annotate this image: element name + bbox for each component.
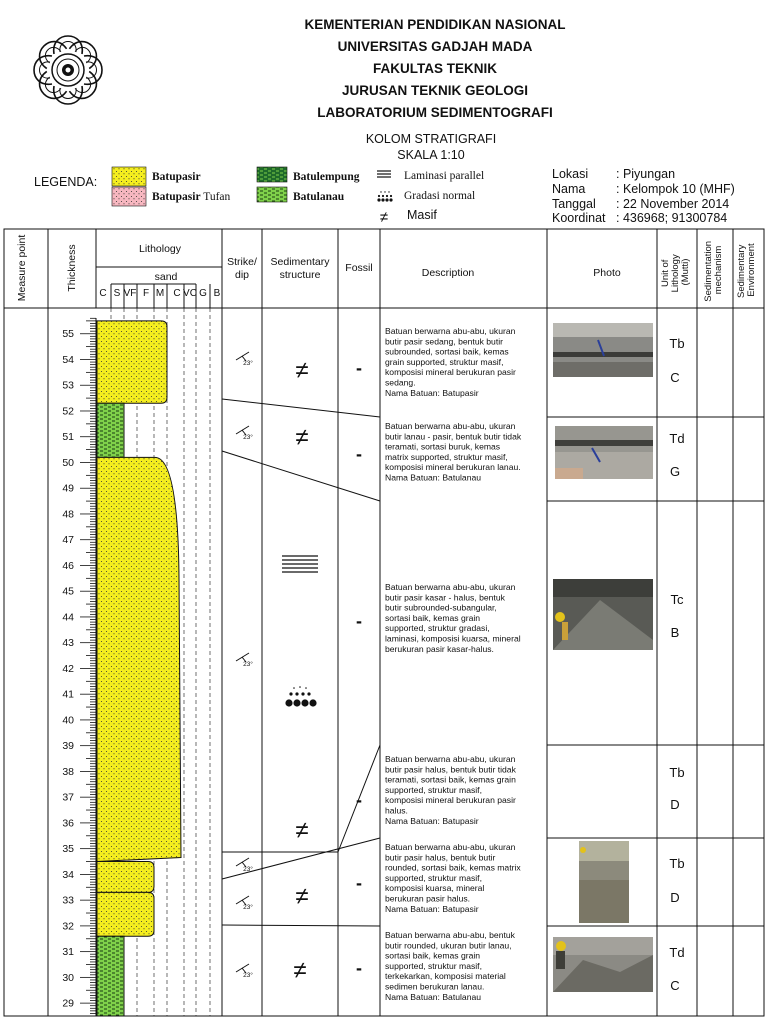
unit-code: B [670, 625, 680, 640]
rock-description: Batuan berwarna abu-abu, bentuk butir rounded, ukuran butir lanau, sortasi baik, kemas grain supported, struktur masif, terkekarkan, komposisi material sedimen berukuran lanau. Nama Batuan: Batulanau [385, 930, 515, 1002]
rock-description: Batuan berwarna abu-abu, ukuran butir pasir sedang, bentuk butir subrounded, sortasi baik, kemas grain supported, struktur masif, komposisi mineral berukuran pasir sedang. Nama Batuan: Batupasir [385, 326, 516, 398]
scale-label: 55 [62, 328, 74, 341]
grain-size-label: VF [123, 288, 137, 299]
massive-icon: ≠ [379, 209, 389, 226]
svg-text:23°: 23° [243, 904, 253, 911]
lithology-bed [97, 457, 181, 861]
col-photo: Photo [593, 267, 621, 279]
svg-text:23°: 23° [243, 360, 253, 367]
fossil-value: - [356, 358, 362, 378]
descriptions [385, 326, 522, 1002]
header-line-2: UNIVERSITAS GADJAH MADA [337, 39, 533, 54]
outcrop-photo [555, 426, 653, 479]
strike-dip-symbols [236, 352, 253, 979]
lithology-bed [97, 936, 124, 1016]
strike-dip-symbol [236, 352, 253, 367]
sedimentary-structures [282, 357, 318, 984]
lamination-structure-icon [282, 556, 318, 572]
header [304, 17, 565, 162]
fossil-column [356, 358, 362, 978]
unit-code: Td [669, 945, 685, 960]
lamination-icon [377, 171, 391, 177]
scale-label: 51 [62, 431, 74, 444]
unit-code: Tc [670, 592, 684, 607]
col-sed-structure-1: Sedimentary [270, 256, 330, 268]
massive-structure-icon: ≠ [295, 817, 309, 844]
legend-label-batulempung: Batulempung [293, 171, 360, 183]
grain-size-label: F [142, 288, 150, 299]
rock-description: Batuan berwarna abu-abu, ukuran butir pasir halus, bentuk butir tidak teramati, sortasi baik, kemas grain supported, struktur masif, komposisi mineral berukuran pasir halus. Nama Batuan: Batupasir [385, 754, 516, 826]
scale-label: 32 [62, 920, 74, 933]
unit-code: D [670, 890, 680, 905]
info-value-koordinat: : 436968; 91300784 [616, 211, 728, 225]
legend [34, 167, 484, 226]
massive-structure-icon: ≠ [295, 883, 309, 910]
info-value-tanggal: : 22 November 2014 [616, 197, 730, 211]
scale-label: 35 [62, 843, 74, 856]
legend-swatch-batupasir-tufan [112, 187, 146, 206]
unit-code: D [670, 797, 680, 812]
scale-label: 44 [62, 611, 74, 624]
legend-swatch-batulanau [257, 187, 287, 202]
grain-size-label: C [173, 288, 181, 299]
col-sand: sand [154, 271, 178, 283]
grain-size-label: S [113, 288, 121, 299]
fossil-value: - [356, 444, 362, 464]
info-label-lokasi: Lokasi [552, 167, 589, 181]
fossil-value: - [356, 958, 362, 978]
info-value-nama: : Kelompok 10 (MHF) [616, 182, 735, 196]
scale-label: 40 [62, 714, 74, 727]
strike-dip-symbol [236, 858, 253, 873]
legend-swatch-batulempung [257, 167, 287, 182]
scale-label: 46 [62, 559, 74, 572]
fossil-value: - [356, 873, 362, 893]
lithology-bed [97, 892, 154, 936]
info-label-tanggal: Tanggal [552, 197, 596, 211]
grain-size-label: M [155, 288, 165, 299]
svg-text:23°: 23° [243, 866, 253, 873]
scale-label: 34 [62, 868, 74, 881]
col-sed-structure-2: structure [279, 269, 321, 281]
unit-code: Td [669, 431, 685, 446]
lithology-bed [97, 403, 124, 457]
legend-label-batupasir-tufan: Batupasir Tufan [152, 191, 231, 203]
col-unit-of-lithology: Unit of Lithology (Mutti) [660, 254, 691, 293]
scale-label: 53 [62, 379, 74, 392]
strike-dip-symbol [236, 896, 253, 911]
scale-label: 50 [62, 456, 74, 469]
scale-label: 48 [62, 508, 74, 521]
unit-code: C [670, 978, 680, 993]
info-label-nama: Nama [552, 182, 586, 196]
rock-description: Batuan berwarna abu-abu, ukuran butir lanau - pasir, bentuk butir tidak teramati, sortasi buruk, kemas matrix supported, struktur masif, komposisi mineral berukuran lanau. Nama Batuan: Batulanau [385, 421, 522, 483]
strike-dip-symbol [236, 964, 253, 979]
col-lithology: Lithology [138, 243, 182, 255]
outcrop-photo [553, 579, 653, 650]
lithology-bed [97, 321, 167, 403]
outcrop-photo [553, 937, 653, 992]
fossil-value: - [356, 611, 362, 631]
unit-code: G [669, 464, 681, 479]
scale-label: 36 [62, 817, 74, 830]
col-description: Description [421, 267, 475, 279]
unit-code: Tb [669, 336, 685, 351]
unit-code: Tb [669, 765, 685, 780]
stratigraphy-table [4, 229, 764, 1016]
graded-bedding-icon [377, 191, 392, 201]
unit-of-lithology [669, 336, 684, 993]
info-label-koordinat: Koordinat [552, 211, 606, 225]
scale-label: 49 [62, 482, 74, 495]
col-measure-point: Measure point [16, 234, 28, 302]
col-thickness: Thickness [66, 244, 78, 292]
strike-dip-symbol [236, 653, 253, 668]
massive-structure-icon: ≠ [293, 957, 307, 984]
scale-label: 31 [62, 946, 74, 959]
rock-description: Batuan berwarna abu-abu, ukuran butir pasir kasar - halus, bentuk butir subrounded-subangular, sortasi baik, kemas grain supported, struktur gradasi, laminasi, komposisi kuarsa, mineral berukuran pasir kasar-halus. [385, 582, 521, 654]
col-strike-dip-2: dip [234, 269, 250, 281]
scale-label: 47 [62, 534, 74, 547]
sheet-scale: SKALA 1:10 [397, 148, 465, 162]
legend-label-laminasi: Laminasi parallel [404, 170, 485, 182]
university-logo [34, 36, 102, 104]
col-fossil: Fossil [345, 262, 373, 274]
legend-swatch-batupasir [112, 167, 146, 186]
svg-text:23°: 23° [243, 661, 253, 668]
info-value-lokasi: : Piyungan [616, 167, 676, 181]
scale-label: 38 [62, 765, 74, 778]
photos [553, 323, 653, 992]
thickness-scale [62, 318, 96, 1016]
lithology-bed [97, 862, 154, 893]
unit-code: C [670, 370, 680, 385]
scale-label: 54 [62, 353, 74, 366]
legend-label-masif: Masif [407, 208, 437, 222]
scale-label: 45 [62, 585, 74, 598]
strike-dip-symbol [236, 426, 253, 441]
legend-label-batulanau: Batulanau [293, 191, 345, 203]
col-sedimentation-mechanism: Sedimentation mechanism [703, 240, 724, 302]
scale-label: 29 [62, 997, 74, 1010]
header-line-5: LABORATORIUM SEDIMENTOGRAFI [317, 105, 553, 120]
col-strike-dip-1: Strike/ [227, 256, 257, 268]
sheet-subtitle: KOLOM STRATIGRAFI [365, 132, 497, 146]
col-sedimentary-environment: Sedimentary Environment [736, 243, 757, 298]
graded-structure-icon [285, 686, 316, 706]
outcrop-photo [553, 323, 653, 377]
lithology-column [97, 321, 181, 1016]
scale-label: 41 [62, 688, 74, 701]
fossil-value: - [356, 790, 362, 810]
scale-label: 30 [62, 971, 74, 984]
scale-label: 37 [62, 791, 74, 804]
scale-label: 39 [62, 740, 74, 753]
grain-size-label: C [99, 288, 107, 299]
header-line-3: FAKULTAS TEKNIK [373, 61, 497, 76]
field-info [552, 167, 735, 225]
grain-size-label: B [213, 288, 221, 299]
unit-code: Tb [669, 856, 685, 871]
scale-label: 52 [62, 405, 74, 418]
header-line-4: JURUSAN TEKNIK GEOLOGI [341, 83, 529, 98]
rock-description: Batuan berwarna abu-abu, ukuran butir pasir halus, bentuk butir rounded, sortasi baik, kemas matrix supported, struktur masif, komposisi kuarsa, mineral berukuran pasir halus. Nama Batuan: Batupasir [385, 842, 521, 914]
legend-label-gradasi: Gradasi normal [404, 190, 476, 202]
legend-title: LEGENDA: [34, 175, 98, 189]
scale-label: 33 [62, 894, 74, 907]
massive-structure-icon: ≠ [295, 424, 309, 451]
outcrop-photo [579, 841, 629, 923]
svg-text:23°: 23° [243, 434, 253, 441]
svg-text:23°: 23° [243, 972, 253, 979]
grain-size-label: G [199, 288, 207, 299]
scale-label: 43 [62, 637, 74, 650]
header-line-1: KEMENTERIAN PENDIDIKAN NASIONAL [304, 17, 566, 32]
massive-structure-icon: ≠ [295, 357, 309, 384]
grain-size-label: VC [183, 288, 197, 299]
legend-label-batupasir: Batupasir [152, 171, 201, 183]
scale-label: 42 [62, 662, 74, 675]
